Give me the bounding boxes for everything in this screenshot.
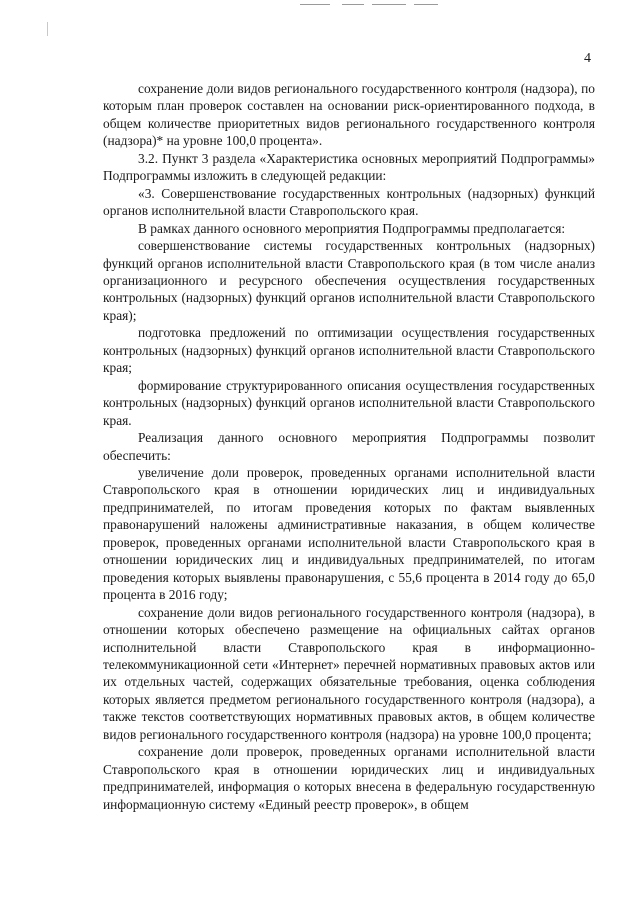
paragraph: совершенствование системы государственных контрольных (надзорных) функций органов исполнительной власти Ставропольского края (в том числе анализ организационного и ресурсного обеспечения осуществления государственных контрольных (надзорных) функций органов исполнительной власти Ставропольского края); bbox=[103, 238, 595, 323]
paragraph: сохранение доли видов регионального государственного контроля (надзора), в отношении которых обеспечено размещение на официальных сайтах органов исполнительной власти Ставропольского края в информационно-телекоммуникационной сети «Интернет» перечней нормативных правовых актов или их отдельных частей, содержащих обязательные требования, оценка соблюдения которых является предметом регионального государственного контроля (надзора), а также текстов соответствующих нормативных правовых актов, в общем количестве видов регионального государственного контроля (надзора) на уровне 100,0 процента; bbox=[103, 604, 595, 742]
page-number: 4 bbox=[584, 51, 591, 66]
paragraph: 3.2. Пункт 3 раздела «Характеристика основных мероприятий Подпрограммы» Подпрограммы изложить в следующей редакции: bbox=[103, 150, 595, 184]
document-body bbox=[103, 80, 595, 813]
paragraph: подготовка предложений по оптимизации осуществления государственных контрольных (надзорных) функций органов исполнительной власти Ставропольского края; bbox=[103, 325, 595, 376]
paragraph: сохранение доли проверок, проведенных органами исполнительной власти Ставропольского края в отношении юридических лиц и индивидуальных предпринимателей, информация о которых внесена в федеральную государственную информационную систему «Единый реестр проверок», в общем bbox=[103, 744, 595, 812]
paragraph: сохранение доли видов регионального государственного контроля (надзора), по которым план проверок составлен на основании риск-ориентированного подхода, в общем количестве приоритетных видов регионального государственного контроля (надзора)* на уровне 100,0 процента». bbox=[103, 81, 595, 149]
paragraph: формирование структурированного описания осуществления государственных контрольных (надзорных) функций органов исполнительной власти Ставропольского края. bbox=[103, 377, 595, 428]
paragraph: увеличение доли проверок, проведенных органами исполнительной власти Ставропольского края в отношении юридических лиц и индивидуальных предпринимателей, по итогам проведения которых по фактам выявленных правонарушений наложены административные наказания, в общем количестве проверок, проведенных органами исполнительной власти Ставропольского края в отношении юридических лиц и индивидуальных предпринимателей, по итогам проведения которых выявлены правонарушения, с 55,6 процента в 2014 году до 65,0 процента в 2016 году; bbox=[103, 464, 595, 603]
paragraph: Реализация данного основного мероприятия Подпрограммы позволит обеспечить: bbox=[103, 430, 595, 463]
paragraph: В рамках данного основного мероприятия Подпрограммы предполагается: bbox=[138, 220, 566, 236]
scan-edge-mark bbox=[47, 22, 48, 36]
paragraph: «3. Совершенствование государственных контрольных (надзорных) функций органов исполнительной власти Ставропольского края. bbox=[103, 185, 595, 219]
scan-artifact bbox=[300, 4, 440, 7]
